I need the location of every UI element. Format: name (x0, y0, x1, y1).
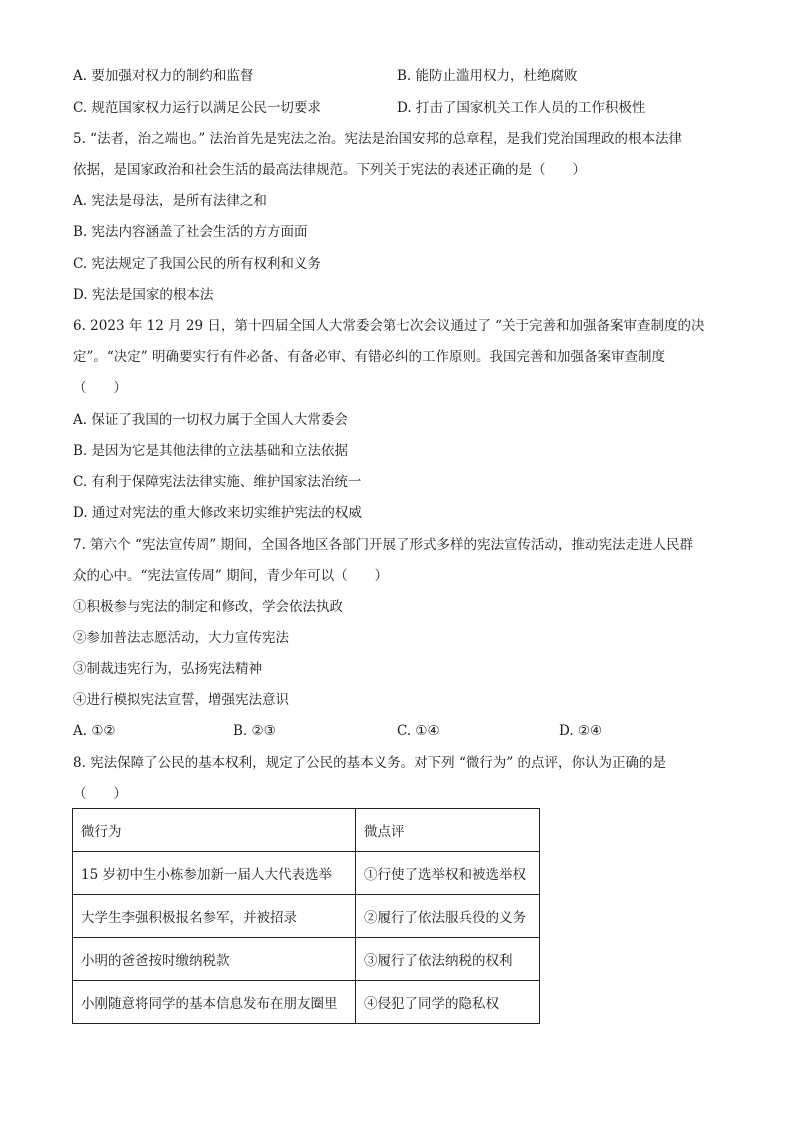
q7-option-c[interactable]: C. ①④ (397, 723, 440, 739)
q7-option-a[interactable]: A. ①② (73, 723, 116, 739)
q5-option-d[interactable]: D. 宪法是国家的根本法 (73, 287, 214, 303)
q4-options-row-1 (73, 66, 733, 86)
q7-item-4: ④进行模拟宪法宣誓，增强宪法意识 (73, 692, 289, 708)
table-cell: ④侵犯了同学的隐私权 (356, 981, 540, 1024)
q8-table (72, 808, 540, 1024)
table-header-row (73, 809, 540, 852)
q4-option-b[interactable]: B. 能防止滥用权力，杜绝腐败 (397, 68, 578, 84)
q8-stem-line-1: 8. 宪法保障了公民的基本权利，规定了公民的基本义务。对下列 “微行为” 的点评，你认为正确的是 (73, 755, 667, 771)
q5-option-a[interactable]: A. 宪法是母法，是所有法律之和 (73, 193, 267, 209)
table-cell: 小刚随意将同学的基本信息发布在朋友圈里 (73, 981, 356, 1024)
table-cell: ②履行了依法服兵役的义务 (356, 895, 540, 938)
q7-item-2: ②参加普法志愿活动，大力宣传宪法 (73, 630, 289, 646)
q7-stem-line-1: 7. 第六个 “宪法宣传周” 期间，全国各地区各部门开展了形式多样的宪法宣传活动，推动宪法走进人民群 (73, 537, 694, 553)
q5-stem-line-1: 5. “法者，治之端也。” 法治首先是宪法之治。宪法是治国安邦的总章程，是我们党治国理政的根本法律 (73, 131, 683, 147)
q7-stem-line-2: 众的心中。“宪法宣传周” 期间，青少年可以（ ） (73, 568, 389, 584)
q5-option-b[interactable]: B. 宪法内容涵盖了社会生活的方方面面 (73, 224, 308, 240)
table-row (73, 895, 540, 938)
table-cell: ①行使了选举权和被选举权 (356, 852, 540, 895)
q6-option-a[interactable]: A. 保证了我国的一切权力属于全国人大常委会 (73, 412, 348, 428)
q7-options-row (73, 721, 733, 741)
table-cell: 小明的爸爸按时缴纳税款 (73, 938, 356, 981)
q6-option-c[interactable]: C. 有利于保障宪法法律实施、维护国家法治统一 (73, 474, 362, 490)
q6-option-b[interactable]: B. 是因为它是其他法律的立法基础和立法依据 (73, 443, 349, 459)
table-header-cell: 微行为 (73, 809, 356, 852)
q7-item-1: ①积极参与宪法的制定和修改，学会依法执政 (73, 599, 343, 615)
table-cell: ③履行了依法纳税的权利 (356, 938, 540, 981)
q8-stem-line-2: （ ） (73, 786, 127, 802)
q6-option-d[interactable]: D. 通过对宪法的重大修改来切实维护宪法的权威 (73, 505, 362, 521)
q4-option-c[interactable]: C. 规范国家权力运行以满足公民一切要求 (73, 100, 321, 116)
q6-stem-line-2: 定”。“决定” 明确要实行有件必备、有备必审、有错必纠的工作原则。我国完善和加强备案审查制度 (73, 349, 665, 365)
q4-options-row-2 (73, 98, 733, 118)
q6-stem-line-3: （ ） (73, 380, 127, 396)
table-cell: 大学生李强积极报名参军，并被招录 (73, 895, 356, 938)
q4-option-d[interactable]: D. 打击了国家机关工作人员的工作积极性 (397, 100, 646, 116)
q4-option-a[interactable]: A. 要加强对权力的制约和监督 (73, 68, 254, 84)
q5-option-c[interactable]: C. 宪法规定了我国公民的所有权利和义务 (73, 256, 321, 272)
table-header-cell: 微点评 (356, 809, 540, 852)
table-row (73, 852, 540, 895)
q6-stem-line-1: 6. 2023 年 12 月 29 日，第十四届全国人大常委会第七次会议通过了 “关于完善和加强备案审查制度的决 (73, 318, 705, 334)
table-row (73, 981, 540, 1024)
table-cell: 15 岁初中生小栋参加新一届人大代表选举 (73, 852, 356, 895)
q5-stem-line-2: 依据，是国家政治和社会生活的最高法律规范。下列关于宪法的表述正确的是（ ） (73, 162, 586, 178)
table-row (73, 938, 540, 981)
q7-item-3: ③制裁违宪行为，弘扬宪法精神 (73, 661, 262, 677)
q7-option-d[interactable]: D. ②④ (559, 723, 603, 739)
q7-option-b[interactable]: B. ②③ (233, 723, 276, 739)
